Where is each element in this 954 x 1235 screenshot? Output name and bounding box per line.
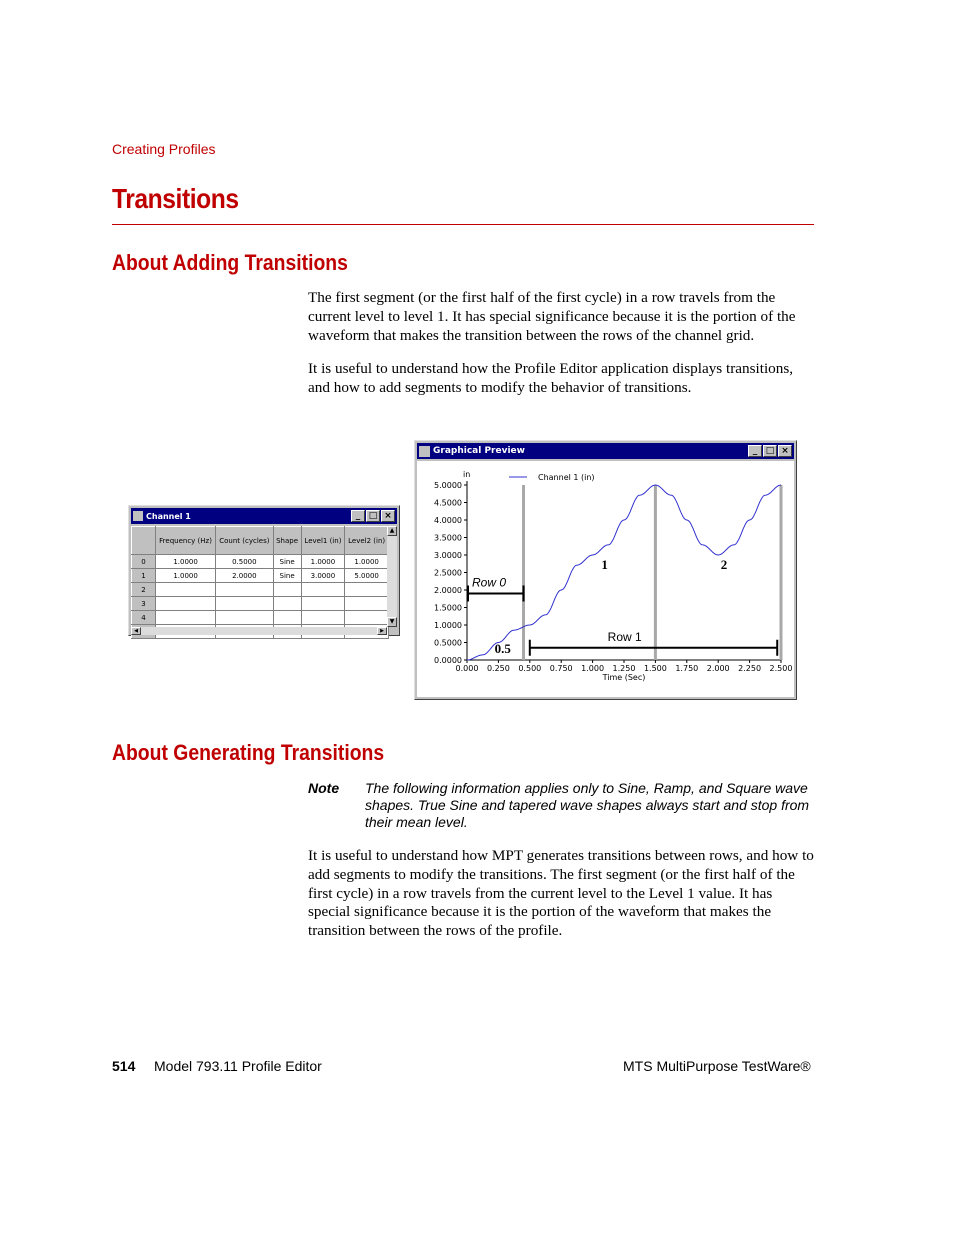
section-heading-adding: About Adding Transitions bbox=[112, 250, 348, 275]
grid-cell[interactable]: 5.0000 bbox=[345, 569, 389, 583]
grid-cell[interactable] bbox=[273, 597, 301, 611]
grid-cell[interactable] bbox=[156, 597, 216, 611]
channel-window-titlebar bbox=[131, 508, 397, 524]
note-label: Note bbox=[308, 780, 340, 796]
grid-cell[interactable]: 0.5000 bbox=[216, 555, 273, 569]
maximize-icon[interactable]: □ bbox=[366, 510, 380, 522]
row-header[interactable]: 3 bbox=[132, 597, 156, 611]
x-tick-label: 1.250 bbox=[612, 664, 636, 673]
cycle-2-label: 2 bbox=[720, 557, 728, 572]
x-axis-label: Time (Sec) bbox=[602, 673, 646, 682]
y-tick-label: 2.0000 bbox=[434, 586, 462, 595]
grid-header[interactable]: Count (cycles) bbox=[216, 527, 273, 555]
breadcrumb: Creating Profiles bbox=[112, 141, 216, 157]
page-title: Transitions bbox=[112, 183, 239, 214]
grid-cell[interactable]: Sine bbox=[273, 555, 301, 569]
x-tick-label: 1.000 bbox=[581, 664, 605, 673]
row-header[interactable]: 2 bbox=[132, 583, 156, 597]
app-icon bbox=[419, 446, 430, 457]
grid-header[interactable]: Level2 (in) bbox=[345, 527, 389, 555]
y-axis-label: in bbox=[463, 470, 471, 479]
grid-cell[interactable] bbox=[156, 611, 216, 625]
minimize-icon[interactable]: _ bbox=[351, 510, 365, 522]
y-tick-label: 1.0000 bbox=[434, 621, 462, 630]
section-heading-generating: About Generating Transitions bbox=[112, 740, 385, 765]
grid-cell[interactable]: 1.0000 bbox=[301, 555, 345, 569]
chart-area bbox=[417, 461, 794, 697]
x-tick-label: 0.750 bbox=[549, 664, 573, 673]
table-row[interactable] bbox=[132, 597, 389, 611]
y-tick-label: 2.5000 bbox=[434, 568, 462, 578]
y-tick-label: 4.0000 bbox=[434, 516, 462, 525]
grid-cell[interactable] bbox=[273, 583, 301, 597]
vertical-scrollbar[interactable] bbox=[387, 526, 397, 627]
grid-header[interactable]: Level1 (in) bbox=[301, 527, 345, 555]
channel-window bbox=[128, 505, 400, 636]
scroll-down-icon[interactable]: ▼ bbox=[387, 617, 397, 627]
row-header[interactable]: 1 bbox=[132, 569, 156, 583]
x-tick-label: 0.000 bbox=[455, 664, 479, 673]
y-tick-label: 4.5000 bbox=[434, 498, 462, 508]
x-tick-label: 0.250 bbox=[486, 664, 510, 673]
grid-cell[interactable] bbox=[216, 597, 273, 611]
cycle-1-label: 1 bbox=[601, 557, 608, 572]
y-tick-label: 3.0000 bbox=[434, 551, 462, 560]
x-tick-label: 0.500 bbox=[518, 664, 542, 673]
preview-window-titlebar bbox=[417, 443, 794, 459]
x-tick-label: 2.500 bbox=[769, 664, 793, 673]
grid-header[interactable]: Frequency (Hz) bbox=[156, 527, 216, 555]
table-row[interactable] bbox=[132, 611, 389, 625]
x-tick-label: 2.000 bbox=[706, 664, 730, 673]
grid-cell[interactable] bbox=[345, 611, 389, 625]
grid-corner bbox=[132, 527, 156, 555]
y-tick-label: 3.5000 bbox=[434, 533, 462, 543]
row1-label: Row 1 bbox=[607, 629, 642, 644]
legend-label: Channel 1 (in) bbox=[538, 473, 595, 482]
grid-cell[interactable] bbox=[345, 583, 389, 597]
minimize-icon[interactable]: _ bbox=[748, 445, 762, 457]
paragraph-adding-2: It is useful to understand how the Profile Editor application displays transitions, and how to add segments to modify the behavior of transitions. bbox=[308, 360, 794, 396]
y-tick-label: 5.0000 bbox=[434, 481, 462, 490]
graphical-preview-window bbox=[414, 440, 797, 700]
grid-cell[interactable]: 1.0000 bbox=[156, 555, 216, 569]
close-icon[interactable]: × bbox=[778, 445, 792, 457]
grid-header[interactable]: Shape bbox=[273, 527, 301, 555]
grid-cell[interactable] bbox=[216, 583, 273, 597]
table-row[interactable] bbox=[132, 569, 389, 583]
close-icon[interactable]: × bbox=[381, 510, 395, 522]
grid-cell[interactable] bbox=[156, 583, 216, 597]
grid-cell[interactable] bbox=[301, 611, 345, 625]
y-tick-label: 0.0000 bbox=[434, 656, 462, 665]
paragraph-generating: It is useful to understand how MPT generates transitions between rows, and how to add segments to modify the transitions. The first segment (or the first half of the first cycle) in a row travels from the current level to the Level 1 value. It has special significance because it is the portion of the waveform that makes the transition between the rows of the profile. bbox=[308, 847, 814, 940]
row-header[interactable]: 0 bbox=[132, 555, 156, 569]
grid-cell[interactable]: 1.0000 bbox=[345, 555, 389, 569]
grid-cell[interactable]: Sine bbox=[273, 569, 301, 583]
scroll-left-icon[interactable]: ◀ bbox=[131, 627, 141, 635]
grid-cell[interactable]: 3.0000 bbox=[301, 569, 345, 583]
table-row[interactable] bbox=[132, 555, 389, 569]
grid-cell[interactable] bbox=[301, 597, 345, 611]
note-text: The following information applies only to Sine, Ramp, and Square wave shapes. True Sine and tapered wave shapes always start and stop from their mean level. bbox=[365, 780, 810, 830]
x-tick-label: 1.500 bbox=[643, 664, 667, 673]
grid-cell[interactable] bbox=[273, 611, 301, 625]
maximize-icon[interactable]: □ bbox=[763, 445, 777, 457]
grid-cell[interactable]: 2.0000 bbox=[216, 569, 273, 583]
preview-window-title: Graphical Preview bbox=[433, 446, 525, 456]
footer-product: MTS MultiPurpose TestWare® bbox=[623, 1058, 811, 1074]
y-tick-label: 1.5000 bbox=[434, 603, 462, 613]
channel-grid[interactable] bbox=[131, 526, 387, 626]
transition-chart bbox=[417, 461, 794, 697]
grid-cell[interactable] bbox=[345, 597, 389, 611]
paragraph-adding-1: The first segment (or the first half of the first cycle) in a row travels from the current level to level 1. It has special significance because it is the portion of the waveform that makes the transition between the rows of the channel grid. bbox=[308, 289, 796, 344]
x-tick-label: 2.250 bbox=[738, 664, 762, 673]
app-icon bbox=[133, 511, 143, 521]
row0-label: Row 0 bbox=[472, 575, 507, 590]
grid-cell[interactable] bbox=[301, 583, 345, 597]
row-header[interactable]: 4 bbox=[132, 611, 156, 625]
scroll-up-icon[interactable]: ▲ bbox=[387, 526, 397, 536]
grid-cell[interactable]: 1.0000 bbox=[156, 569, 216, 583]
table-row[interactable] bbox=[132, 583, 389, 597]
grid-cell[interactable] bbox=[216, 611, 273, 625]
half-cycle-label: 0.5 bbox=[494, 640, 511, 656]
y-tick-label: 0.5000 bbox=[434, 638, 462, 648]
x-tick-label: 1.750 bbox=[675, 664, 699, 673]
page-number: 514 bbox=[112, 1058, 136, 1074]
horizontal-scrollbar[interactable] bbox=[131, 627, 387, 635]
scroll-right-icon[interactable]: ▶ bbox=[377, 627, 387, 635]
footer-doc-title: Model 793.11 Profile Editor bbox=[154, 1058, 322, 1074]
title-rule bbox=[112, 224, 814, 225]
channel-window-title: Channel 1 bbox=[146, 511, 191, 521]
